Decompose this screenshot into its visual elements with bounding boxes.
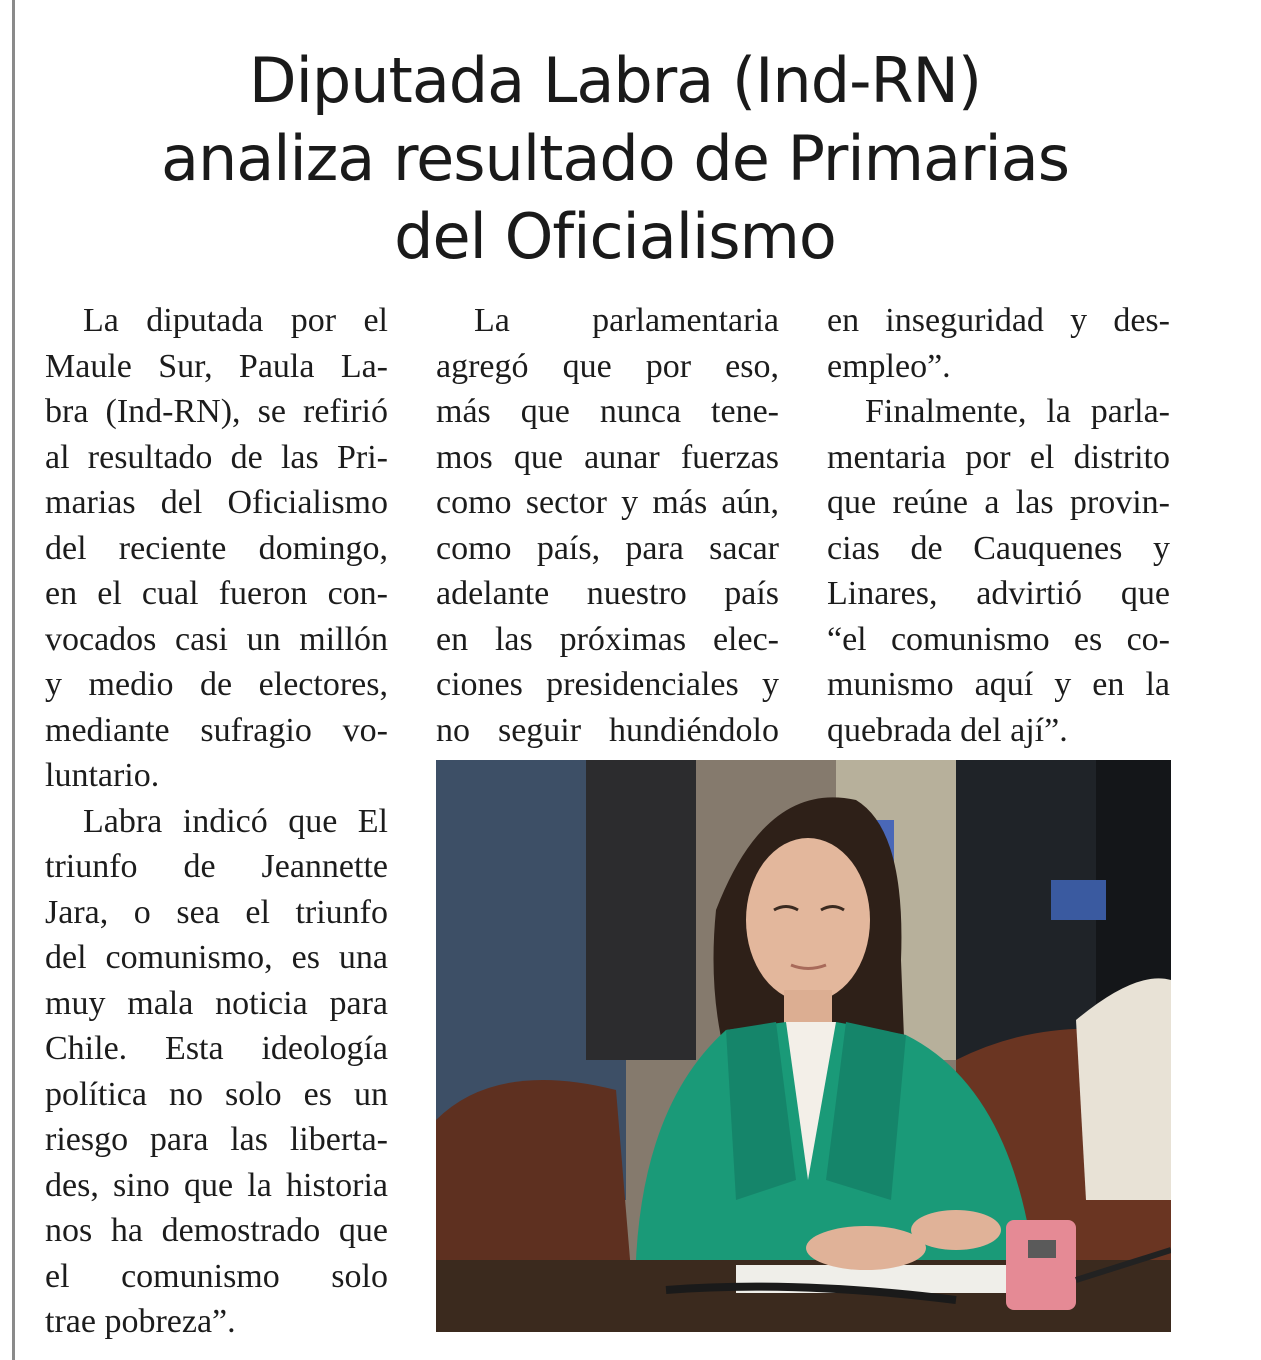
text-line: vocados casi un millón: [45, 620, 388, 658]
deputy-photo: [436, 760, 1171, 1332]
text-line: trae pobreza”.: [45, 1303, 236, 1340]
text-line: del reciente domingo,: [45, 529, 388, 567]
text-line: quebrada del ají”.: [827, 711, 1068, 749]
text-line: al resultado de las Pri-: [45, 438, 388, 476]
text-line: mos que aunar fuerzas: [436, 438, 779, 476]
article-column-1: [45, 298, 388, 1345]
photo-of-deputy-icon: [436, 760, 1171, 1332]
text-line: des, sino que la historia: [45, 1166, 388, 1204]
text-line: como sector y más aún,: [436, 484, 779, 521]
text-line: marias del Oficialismo: [45, 484, 388, 521]
text-line: empleo”.: [827, 347, 951, 385]
text-line: política no solo es un: [45, 1075, 388, 1113]
text-line: Jara, o sea el triunfo: [45, 893, 388, 931]
text-line: del comunismo, es una: [45, 939, 388, 976]
text-line: Linares, advirtió que: [827, 575, 1170, 612]
text-line: nos ha demostrado que: [45, 1212, 388, 1249]
text-line: La diputada por el: [83, 302, 388, 339]
text-line: mentaria por el distrito: [827, 438, 1170, 476]
text-line: bra (Ind-RN), se refirió: [45, 393, 388, 430]
headline: [40, 42, 1190, 276]
text-line: en el cual fueron con-: [45, 575, 388, 612]
text-line: La parlamentaria: [474, 302, 779, 339]
text-line: Finalmente, la parla-: [865, 393, 1170, 430]
headline-line: del Oficialismo: [394, 200, 836, 273]
headline-line: analiza resultado de Primarias: [161, 122, 1069, 195]
text-line: munismo aquí y en la: [827, 666, 1170, 703]
headline-line: Diputada Labra (Ind-RN): [248, 44, 982, 117]
text-line: en inseguridad y des-: [827, 302, 1170, 339]
text-line: el comunismo solo: [45, 1257, 388, 1295]
article-column-2: [436, 298, 779, 753]
text-line: adelante nuestro país: [436, 575, 779, 612]
text-line: riesgo para las liberta-: [45, 1121, 388, 1158]
article-column-3: [827, 298, 1170, 753]
text-line: muy mala noticia para: [45, 984, 388, 1022]
text-line: no seguir hundiéndolo: [436, 711, 779, 749]
text-line: ciones presidenciales y: [436, 666, 779, 703]
text-line: Labra indicó que El: [83, 802, 388, 840]
text-line: cias de Cauquenes y: [827, 529, 1170, 567]
left-column-rule: [12, 0, 15, 1360]
text-line: mediante sufragio vo-: [45, 711, 388, 749]
text-line: triunfo de Jeannette: [45, 848, 388, 885]
text-line: como país, para sacar: [436, 529, 779, 567]
text-line: Maule Sur, Paula La-: [45, 347, 388, 385]
text-line: en las próximas elec-: [436, 620, 779, 658]
text-line: luntario.: [45, 757, 160, 794]
text-line: que reúne a las provin-: [827, 484, 1170, 521]
text-line: “el comunismo es co-: [827, 620, 1170, 658]
text-line: más que nunca tene-: [436, 393, 779, 430]
text-line: y medio de electores,: [45, 666, 388, 703]
text-line: agregó que por eso,: [436, 347, 779, 385]
text-line: Chile. Esta ideología: [45, 1030, 388, 1067]
